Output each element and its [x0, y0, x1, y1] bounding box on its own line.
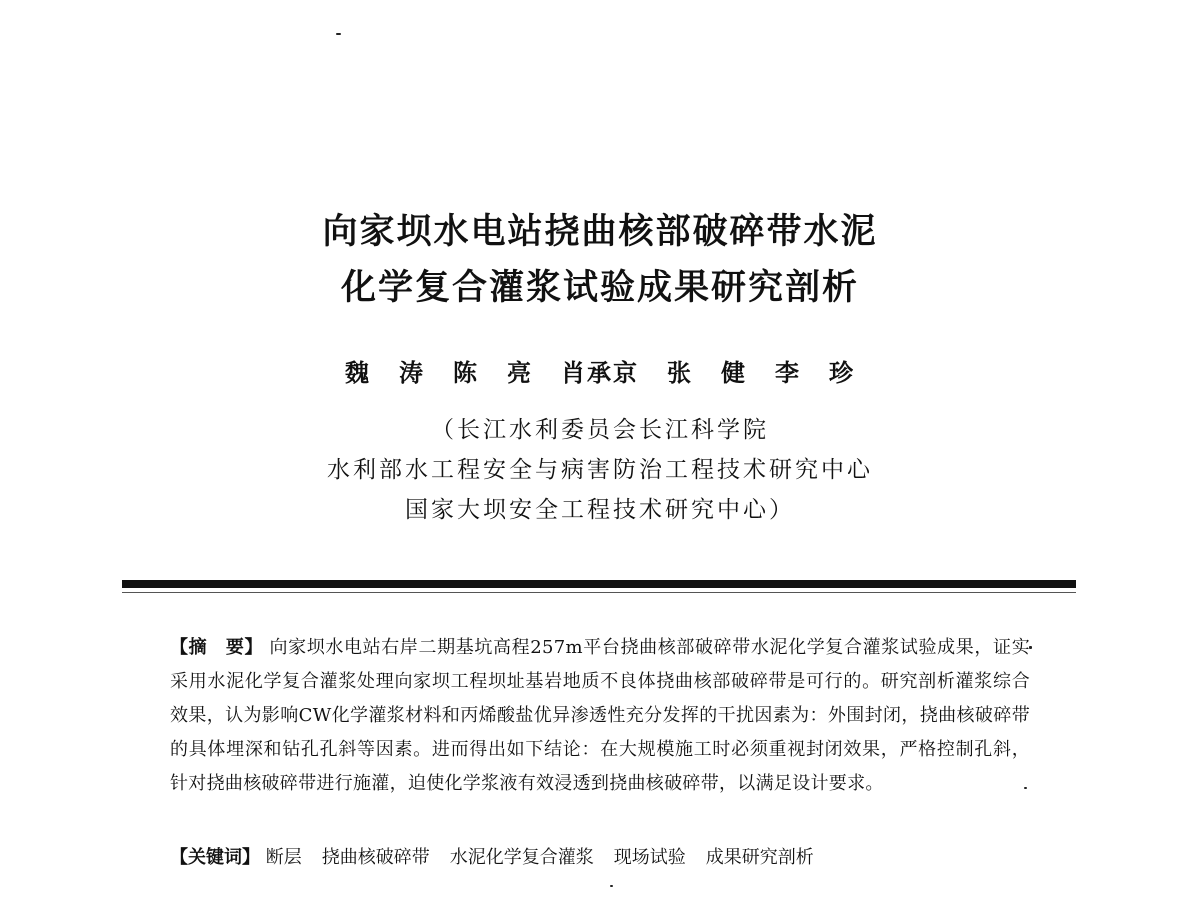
- author-name: 亮: [507, 358, 533, 387]
- scan-speck: [336, 33, 341, 35]
- author-name: 健: [721, 358, 747, 387]
- keyword: 现场试验: [613, 847, 686, 868]
- header-divider-thin: [122, 592, 1076, 593]
- affiliation-line-3: 国家大坝安全工程技术研究中心）: [405, 497, 795, 523]
- keywords-label: 【关键词】: [170, 847, 260, 868]
- keyword: 水泥化学复合灌浆: [449, 847, 594, 868]
- keyword: 成果研究剖析: [705, 847, 814, 868]
- affiliation-line-2: 水利部水工程安全与病害防治工程技术研究中心: [327, 457, 873, 483]
- author-name: 张: [667, 358, 693, 387]
- author-name: 李: [775, 358, 801, 387]
- affiliation-line-1: （长江水利委员会长江科学院: [431, 417, 769, 443]
- author-name: 珍: [829, 358, 855, 387]
- abstract-text: 向家坝水电站右岸二期基坑高程257m平台挠曲核部破碎带水泥化学复合灌浆试验成果，证实采用水泥化学复合灌浆处理向家坝工程坝址基岩地质不良体挠曲核部破碎带是可行的。研究剖析灌浆综合效果，认为影响CW化学灌浆材料和丙烯酸盐优异渗透性充分发挥的干扰因素为：外围封闭，挠曲核破碎带的具体埋深和钻孔孔斜等因素。进而得出如下结论：在大规模施工时必须重视封闭效果，严格控制孔斜，针对挠曲核破碎带进行施灌，迫使化学浆液有效浸透到挠曲核破碎带，以满足设计要求。: [170, 637, 1030, 794]
- keyword: 断层: [265, 847, 302, 868]
- abstract-block: [170, 631, 1030, 801]
- author-name: 涛: [399, 358, 425, 387]
- author-name: 魏: [345, 358, 371, 387]
- scan-speck: [610, 885, 613, 887]
- keywords-block: [170, 841, 1030, 875]
- keyword: 挠曲核破碎带: [321, 847, 430, 868]
- paper-title-line-1: 向家坝水电站挠曲核部破碎带水泥: [322, 212, 878, 252]
- abstract-label: 【摘 要】: [170, 637, 264, 658]
- paper-title-line-2: 化学复合灌浆试验成果研究剖析: [340, 268, 859, 308]
- author-name: 陈: [453, 358, 479, 387]
- header-divider-thick: [122, 580, 1076, 588]
- author-list: [150, 356, 1050, 390]
- author-name: 肖承京: [561, 358, 639, 387]
